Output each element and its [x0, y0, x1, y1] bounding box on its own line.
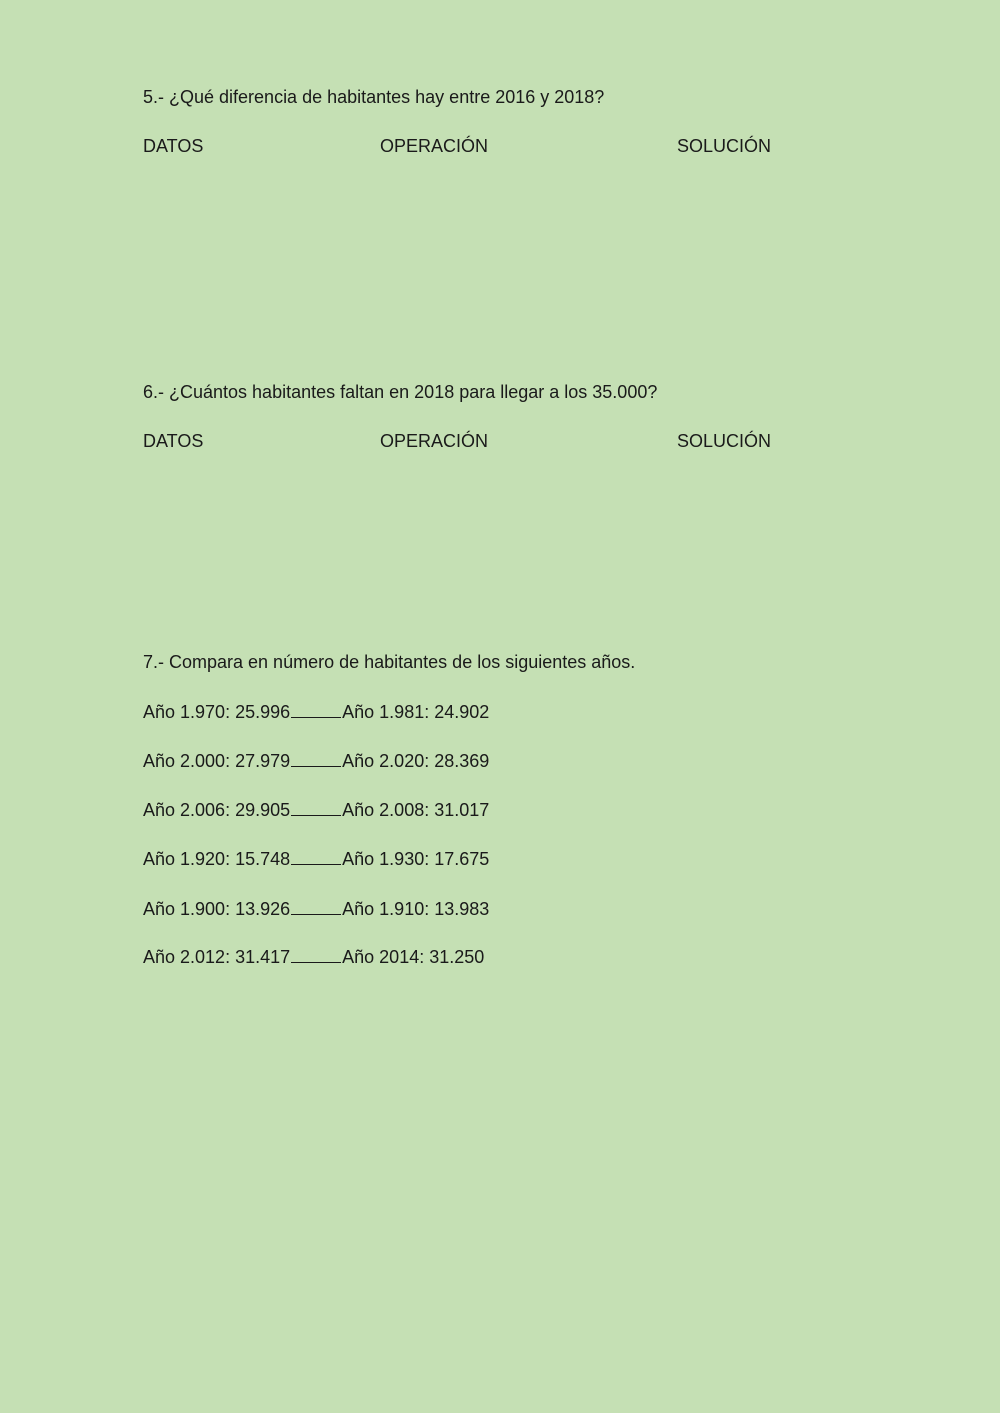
compare-blank[interactable] [291, 863, 341, 865]
compare-left-value: Año 2.000: 27.979 [143, 751, 291, 771]
compare-left-value: Año 2.006: 29.905 [143, 800, 291, 820]
compare-row-2 [143, 750, 489, 772]
compare-left-value: Año 1.920: 15.748 [143, 849, 291, 869]
question-5: 5.- ¿Qué diferencia de habitantes hay entre 2016 y 2018? [143, 87, 605, 107]
compare-right-value: Año 1.910: 13.983 [342, 899, 490, 919]
question-6: 6.- ¿Cuántos habitantes faltan en 2018 para llegar a los 35.000? [143, 382, 658, 402]
compare-blank[interactable] [291, 913, 341, 915]
compare-blank[interactable] [291, 814, 341, 816]
compare-right-value: Año 2.020: 28.369 [342, 751, 490, 771]
q5-operacion-label: OPERACIÓN [380, 136, 489, 156]
compare-row-4 [143, 848, 489, 870]
compare-right-value: Año 2014: 31.250 [342, 947, 485, 967]
compare-blank[interactable] [291, 765, 341, 767]
compare-left-value: Año 1.970: 25.996 [143, 702, 291, 722]
q5-solucion-label: SOLUCIÓN [677, 136, 772, 156]
compare-row-1 [143, 701, 489, 723]
compare-right-value: Año 2.008: 31.017 [342, 800, 490, 820]
q6-datos-label: DATOS [143, 431, 204, 451]
question-7: 7.- Compara en número de habitantes de los siguientes años. [143, 652, 636, 672]
compare-row-6 [143, 946, 484, 968]
compare-blank[interactable] [291, 961, 341, 963]
q6-solucion-label: SOLUCIÓN [677, 431, 772, 451]
compare-row-5 [143, 898, 489, 920]
compare-left-value: Año 1.900: 13.926 [143, 899, 291, 919]
compare-right-value: Año 1.930: 17.675 [342, 849, 490, 869]
compare-left-value: Año 2.012: 31.417 [143, 947, 291, 967]
compare-blank[interactable] [291, 716, 341, 718]
q6-operacion-label: OPERACIÓN [380, 431, 489, 451]
q5-datos-label: DATOS [143, 136, 204, 156]
compare-right-value: Año 1.981: 24.902 [342, 702, 490, 722]
compare-row-3 [143, 799, 489, 821]
